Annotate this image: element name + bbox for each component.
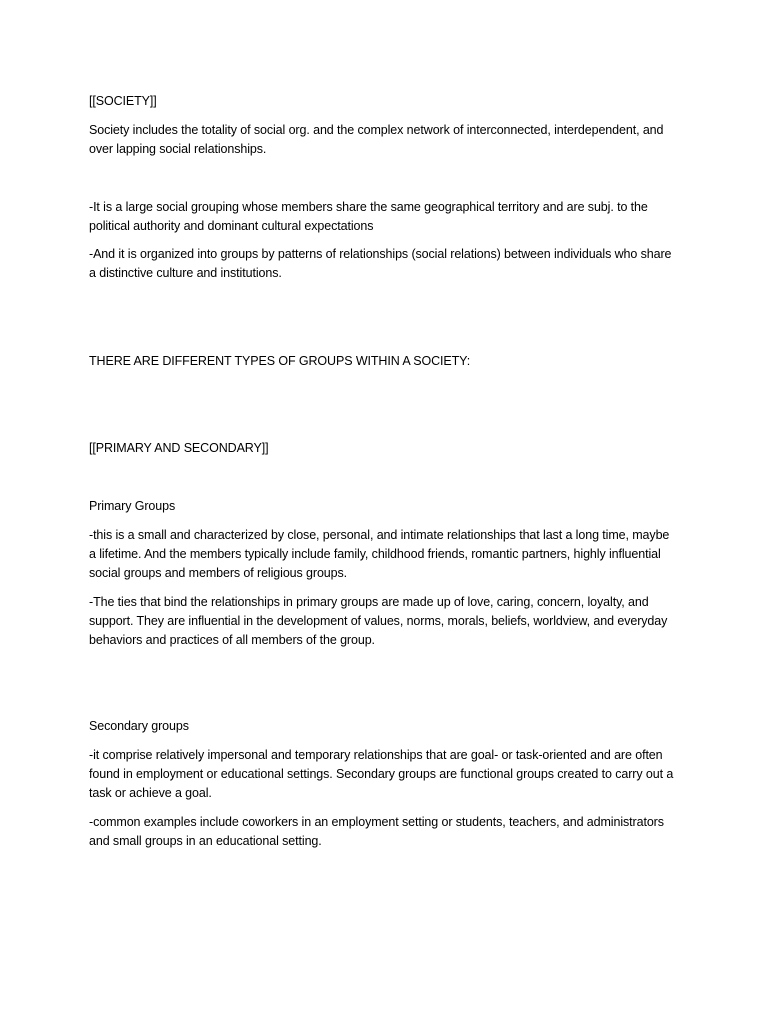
secondary-point-2: -common examples include coworkers in an employment setting or students, teachers, and administrators and small groups in an educational setting. — [89, 815, 664, 848]
primary-point-1: -this is a small and characterized by close, personal, and intimate relationships that last a long time, maybe a lifetime. And the members typically include family, childhood friends, romantic partners, highly influential social groups and members of religious groups. — [89, 528, 670, 580]
secondary-groups-heading: Secondary groups — [89, 719, 189, 733]
society-heading: [[SOCIETY]] — [89, 94, 157, 108]
society-definition: Society includes the totality of social org. and the complex network of interconnected, interdependent, and over lapping social relationships. — [89, 123, 664, 156]
groups-intro: THERE ARE DIFFERENT TYPES OF GROUPS WITHIN A SOCIETY: — [89, 354, 471, 368]
society-point-1: -It is a large social grouping whose members share the same geographical territory and are subj. to the political authority and dominant cultural expectations — [89, 200, 648, 233]
primary-groups-heading: Primary Groups — [89, 499, 176, 513]
society-point-2: -And it is organized into groups by patterns of relationships (social relations) between individuals who share a distinctive culture and institutions. — [89, 247, 672, 280]
primary-secondary-heading: [[PRIMARY AND SECONDARY]] — [89, 441, 269, 455]
secondary-point-1: -it comprise relatively impersonal and temporary relationships that are goal- or task-oriented and are often found in employment or educational settings. Secondary groups are functional groups created to carry out a task or achieve a goal. — [89, 748, 674, 800]
primary-point-2: -The ties that bind the relationships in primary groups are made up of love, caring, concern, loyalty, and support. They are influential in the development of values, norms, morals, beliefs, worldview, and everyday behaviors and practices of all members of the group. — [89, 595, 668, 647]
